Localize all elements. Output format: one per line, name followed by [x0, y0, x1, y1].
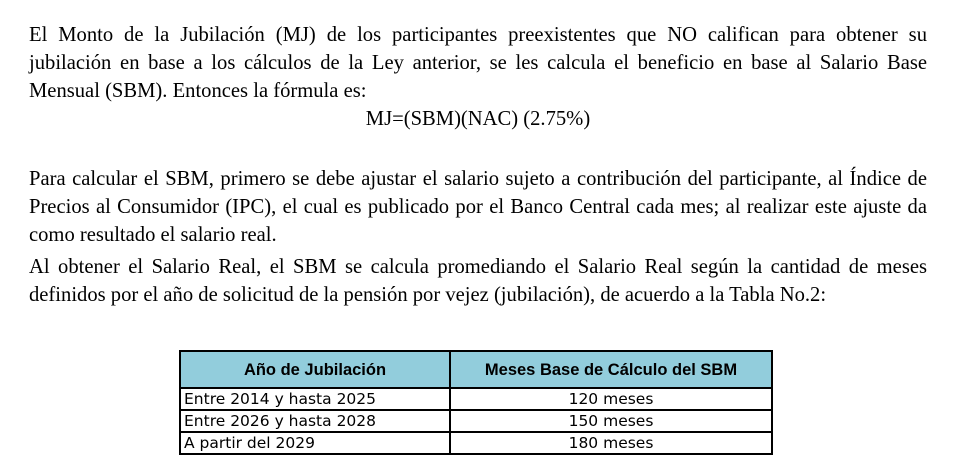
paragraph-mj: El Monto de la Jubilación (MJ) de los participantes preexistentes que NO califican para obtener su jubilación en base a los cálculos de la Ley anterior, se les calcula el beneficio en base al Salario Base Mensual (SBM). Entonces la fórmula es: — [29, 24, 927, 102]
cell-ano: Entre 2026 y hasta 2028 — [180, 410, 450, 432]
table-header-row — [180, 351, 772, 388]
paragraph-salario-real: Al obtener el Salario Real, el SBM se calcula promediando el Salario Real según la cantidad de meses definidos por el año de solicitud de la pensión por vejez (jubilación), de acuerdo a la Tabla No.2: — [29, 256, 927, 306]
cell-ano: A partir del 2029 — [180, 432, 450, 454]
cell-meses: 150 meses — [450, 410, 772, 432]
paragraph-sbm: Para calcular el SBM, primero se debe ajustar el salario sujeto a contribución del participante, al Índice de Precios al Consumidor (IPC), el cual es publicado por el Banco Central cada mes; al realizar este ajuste da como resultado el salario real. — [29, 168, 927, 246]
paragraph-gap — [29, 133, 927, 165]
cell-meses: 120 meses — [450, 388, 772, 410]
table-row — [180, 410, 772, 432]
table-row — [180, 432, 772, 454]
cell-ano: Entre 2014 y hasta 2025 — [180, 388, 450, 410]
tabla-meses-base — [179, 350, 773, 455]
header-ano-jubilacion: Año de Jubilación — [180, 351, 450, 388]
document-body — [29, 21, 927, 309]
table-row — [180, 388, 772, 410]
header-meses-base: Meses Base de Cálculo del SBM — [450, 351, 772, 388]
cell-meses: 180 meses — [450, 432, 772, 454]
formula-mj: MJ=(SBM)(NAC) (2.75%) — [365, 108, 591, 130]
